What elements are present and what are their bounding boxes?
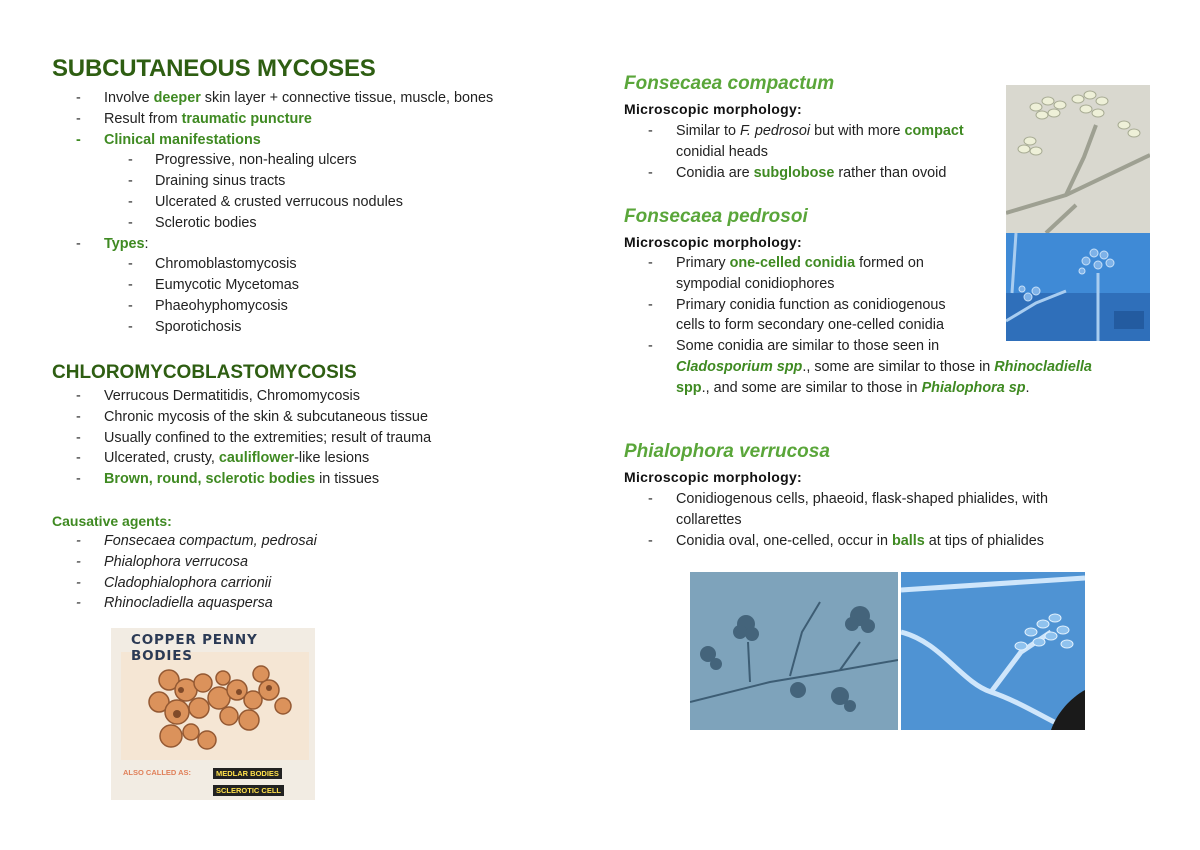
list-item: - Usually confined to the extremities; result of trauma bbox=[52, 428, 572, 449]
list-item: - Chromoblastomycosis bbox=[52, 254, 572, 275]
list-item-continuation: spp., and some are similar to those in Phialophora sp. bbox=[676, 379, 1030, 396]
list-item: - Ulcerated, crusty, cauliflower-like lesions bbox=[52, 448, 572, 469]
pedrosoi-list bbox=[624, 253, 1164, 399]
list-item: - Chronic mycosis of the skin & subcutaneous tissue bbox=[52, 407, 572, 428]
verrucosa-left-drawing bbox=[690, 572, 898, 730]
list-item: - Rhinocladiella aquaspersa bbox=[52, 593, 572, 614]
microscopic-morphology-label: Microscopic morphology: bbox=[624, 101, 803, 117]
list-item: - Fonsecaea compactum, pedrosai bbox=[52, 531, 572, 552]
copper-image-also-label: ALSO CALLED AS: bbox=[123, 768, 192, 777]
list-item: - Similar to F. pedrosoi but with more compact bbox=[624, 121, 1024, 142]
list-item: - Conidia oval, one-celled, occur in balls at tips of phialides bbox=[624, 531, 1164, 552]
list-item: - Involve deeper skin layer + connective tissue, muscle, bones bbox=[52, 88, 572, 109]
list-item: - Cladophialophora carrionii bbox=[52, 573, 572, 594]
list-item: - Eumycotic Mycetomas bbox=[52, 275, 572, 296]
microscopic-morphology-label: Microscopic morphology: bbox=[624, 469, 803, 485]
causative-agents-label: Causative agents: bbox=[52, 513, 172, 529]
list-item-types: - Types: bbox=[52, 234, 572, 255]
list-item: - Conidia are subglobose rather than ovoid bbox=[624, 163, 1024, 184]
list-item: - Phaeohyphomycosis bbox=[52, 296, 572, 317]
sclerotic-cell-tag: SCLEROTIC CELL bbox=[213, 785, 284, 796]
page-title: SUBCUTANEOUS MYCOSES bbox=[52, 55, 376, 82]
medlar-bodies-tag: MEDLAR BODIES bbox=[213, 768, 282, 779]
phialophora-verrucosa-micrograph-right bbox=[901, 572, 1085, 730]
list-item: - Some conidia are similar to those seen in bbox=[624, 336, 1164, 357]
list-item: - Phialophora verrucosa bbox=[52, 552, 572, 573]
list-item-continuation: cells to form secondary one-celled conidia bbox=[676, 317, 944, 334]
list-item: - Progressive, non-healing ulcers bbox=[52, 150, 572, 171]
list-item: - Sclerotic bodies bbox=[52, 213, 572, 234]
list-item-continuation: collarettes bbox=[676, 511, 742, 528]
compactum-micrograph-drawing bbox=[1006, 85, 1150, 233]
list-item: - Primary conidia function as conidiogenous bbox=[624, 295, 1164, 316]
list-item-continuation: Cladosporium spp., some are similar to those in Rhinocladiella bbox=[676, 358, 1092, 375]
copper-penny-bodies-image bbox=[111, 628, 315, 800]
list-item: - Verrucous Dermatitidis, Chromomycosis bbox=[52, 386, 572, 407]
compactum-list bbox=[624, 121, 1024, 183]
list-item: - Brown, round, sclerotic bodies in tissues bbox=[52, 469, 572, 490]
list-item-clinical: - Clinical manifestations bbox=[52, 130, 572, 151]
intro-list bbox=[52, 88, 572, 338]
species-title-pedrosoi: Fonsecaea pedrosoi bbox=[624, 206, 808, 227]
phialophora-verrucosa-micrograph-left bbox=[690, 572, 898, 730]
fonsecaea-compactum-micrograph bbox=[1006, 85, 1150, 233]
species-title-verrucosa: Phialophora verrucosa bbox=[624, 441, 830, 462]
verrucosa-list bbox=[624, 489, 1164, 551]
causative-list bbox=[52, 531, 572, 614]
list-item: - Result from traumatic puncture bbox=[52, 109, 572, 130]
list-item: - Ulcerated & crusted verrucous nodules bbox=[52, 192, 572, 213]
verrucosa-right-drawing bbox=[901, 572, 1085, 730]
list-item: - Primary one-celled conidia formed on bbox=[624, 253, 1164, 274]
list-item: - Conidiogenous cells, phaeoid, flask-shaped phialides, with bbox=[624, 489, 1164, 510]
section2-list bbox=[52, 386, 572, 490]
copper-image-caption: COPPER PENNY BODIES bbox=[131, 632, 258, 664]
species-title-compactum: Fonsecaea compactum bbox=[624, 73, 835, 94]
list-item-continuation: sympodial conidiophores bbox=[676, 275, 835, 292]
section-title-chloromycoblastomycosis: CHLOROMYCOBLASTOMYCOSIS bbox=[52, 362, 357, 383]
list-item: - Sporotichosis bbox=[52, 317, 572, 338]
microscopic-morphology-label: Microscopic morphology: bbox=[624, 234, 803, 250]
list-item: - Draining sinus tracts bbox=[52, 171, 572, 192]
list-item-continuation: conidial heads bbox=[676, 143, 769, 160]
